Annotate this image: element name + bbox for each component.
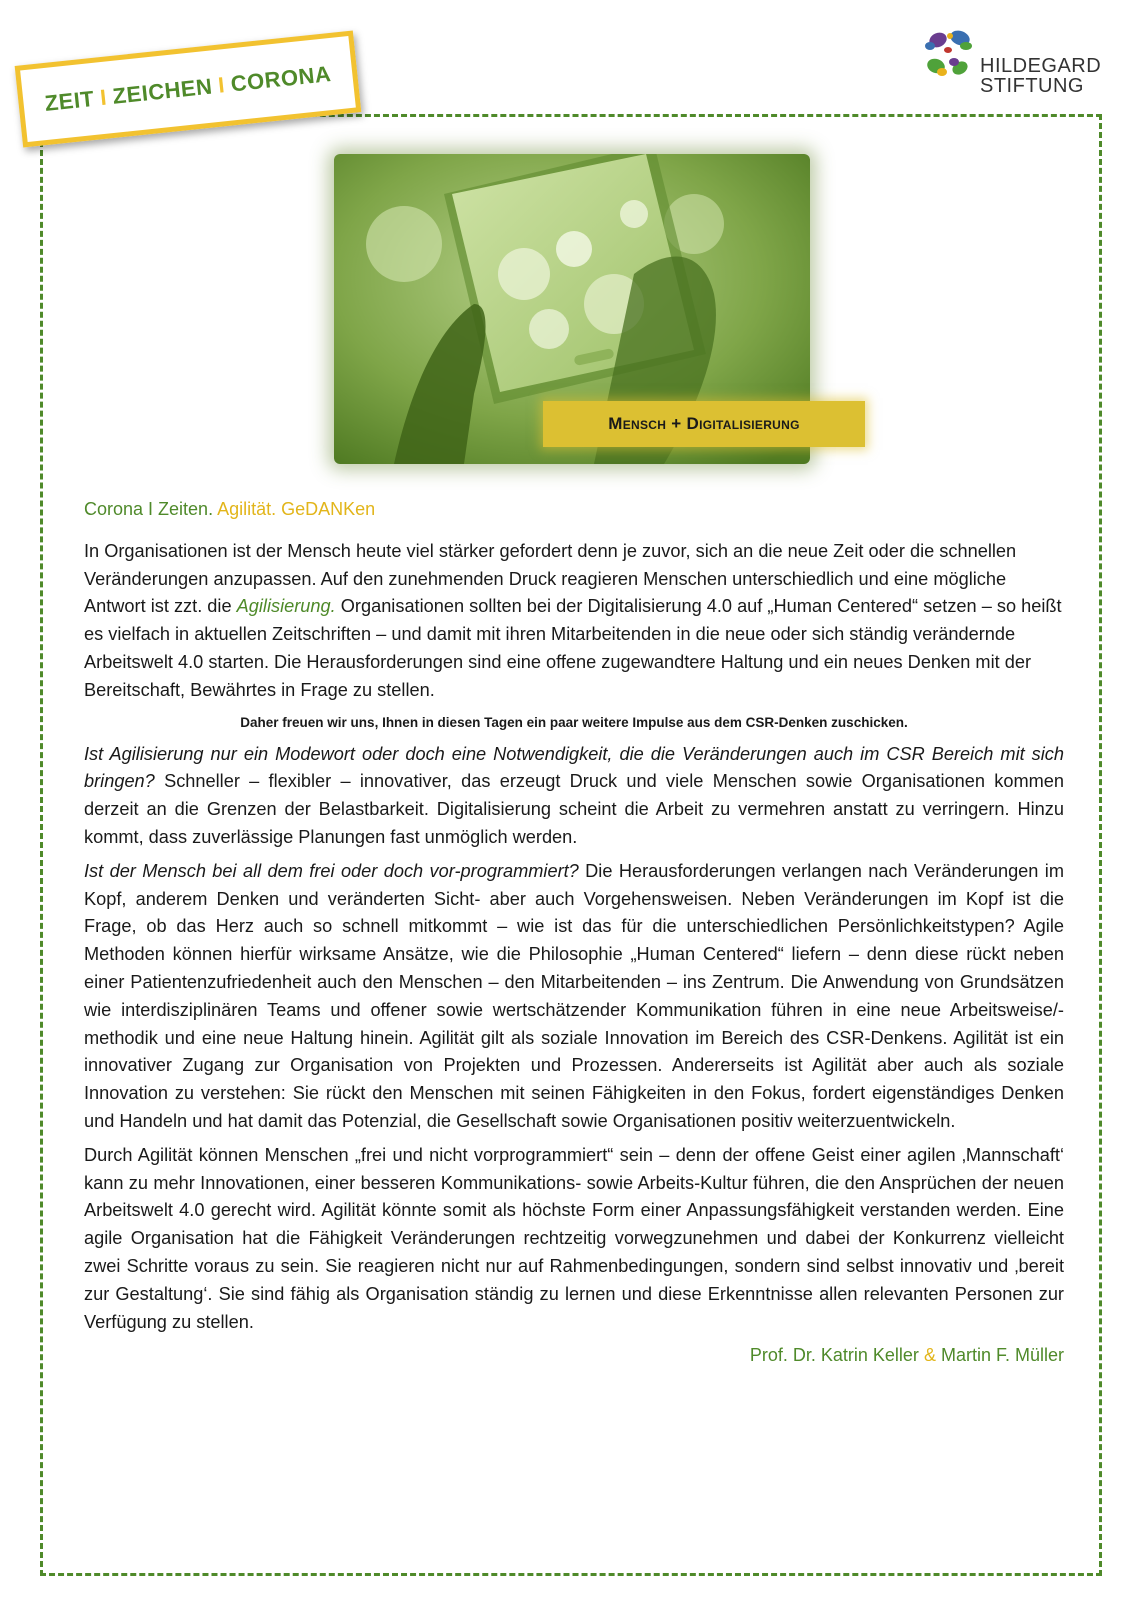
- question-agilisierung: Ist Agilisierung nur ein Modewort oder doch eine Notwendigkeit, die die Veränderungen auch im CSR Bereich mit sich bringen?: [84, 743, 1064, 792]
- intro-text-2: Organisationen sollten bei der Digitalisierung 4.0 auf „Human Centered“ setzen – so heißt es vielfach in aktuellen Zeitschriften – und damit mit ihren Mitarbeitenden in die neue oder sich ständig verändernde Arbeitswelt 4.0 starten. Die Herausforderungen sind eine offene zugewandtere Haltung und ein neues Denken mit der Bereitschaft, Bewährtes in Frage zu stellen.: [84, 596, 1062, 700]
- heading-part-gedanken: GeDANKen: [281, 499, 376, 519]
- hero-caption: Mensch + Digitalisierung: [543, 401, 865, 447]
- question-mensch: Ist der Mensch bei all dem frei oder doch vor-programmiert?: [84, 860, 579, 881]
- intro-text-1: In Organisationen ist der Mensch heute viel stärker gefordert denn je zuvor, sich an die neue Zeit oder die schnellen Veränderungen anzupassen. Auf den zunehmenden Druck reagieren Menschen unterschiedlich und eine mögliche Antwort ist zzt. die: [84, 540, 1017, 617]
- paragraph-agilitaet: Durch Agilität können Menschen „frei und nicht vorprogrammiert“ sein – denn der offene Geist einer agilen ‚Mannschaft‘ kann zu mehr Innovationen, einer besseren Kommunikations- sowie Arbeits-Kultur führen, die den Ansprüchen der neuen Arbeitswelt 4.0 gerecht wird. Agilität könnte somit als höchste Form einer Anpassungsfähigkeit verstanden werden. Eine agile Organisation hat die Fähigkeit Veränderungen rechtzeitig vorwegzunehmen und dabei der Konkurrenz vielleicht zwei Schritte voraus zu sein. Sie reagieren nicht nur auf Rahmenbedingungen, sondern sind selbst innovativ und ‚bereit zur Gestaltung‘. Sie sind fähig als Organisation ständig zu lernen und diese Erkenntnisse allen relevanten Personen zur Verfügung zu stellen.: [84, 1144, 1064, 1332]
- author-line: [84, 1342, 1064, 1370]
- banner-word-zeit: ZEIT: [43, 85, 96, 116]
- banner-separator: I: [216, 72, 227, 98]
- banner-word-corona: CORONA: [229, 61, 333, 97]
- author-mueller: Martin F. Müller: [940, 1345, 1064, 1366]
- banner-separator: I: [98, 84, 109, 111]
- impulse-note: Daher freuen wir uns, Ihnen in diesen Tagen ein paar weitere Impulse aus dem CSR-Denken zuschicken.: [240, 714, 908, 730]
- hildegard-stiftung-logo: [922, 22, 1122, 102]
- paragraph-mensch: [84, 858, 1064, 1136]
- heading-part-agilitaet: Agilität.: [217, 499, 277, 519]
- logo-line-hildegard: HILDEGARD: [980, 55, 1102, 77]
- heading-part-corona: Corona I Zeiten.: [84, 499, 214, 519]
- logo-line-stiftung: STIFTUNG: [980, 75, 1084, 97]
- banner-word-zeichen: ZEICHEN: [111, 73, 214, 109]
- author-ampersand: &: [923, 1345, 936, 1366]
- paragraph-agilisierung-text: Schneller – flexibler – innovativer, das erzeugt Druck und viele Menschen sowie Organisationen kommen derzeit an die Grenzen der Belastbarkeit. Digitalisierung scheint die Arbeit zu vermehren anstatt zu verringern. Hinzu kommt, dass zuverlässige Planungen fast unmöglich werden.: [84, 771, 1064, 847]
- paragraph-agilisierung: [84, 741, 1064, 852]
- article-body: [84, 496, 1064, 1370]
- series-banner-text: [44, 61, 333, 117]
- logo-wordmark: [980, 56, 1101, 96]
- intro-paragraph: [84, 538, 1064, 705]
- author-keller: Prof. Dr. Katrin Keller: [749, 1345, 919, 1366]
- paragraph-mensch-text: Die Herausforderungen verlangen nach Veränderungen im Kopf, anderem Denken und veränderten Sicht- aber auch Vorgehensweisen. Neben Veränderungen im Kopf ist die Frage, ob das Herz auch so schnell mitkommt – wie ist das für die unterschiedlichen Persönlichkeitstypen? Agile Methoden können hierfür wirksame Ansätze, wie die Philosophie „Human Centered“ liefern – denn diese rückt neben einer Patientenzufriedenheit auch den Menschen – den Mitarbeitenden – ins Zentrum. Die Anwendung von Grundsätzen wie interdisziplinären Teams und offener sowie wertschätzender Kommunikation führen in eine neue Arbeitsweise/-methodik und eine neue Haltung hinein. Agilität gilt als soziale Innovation im Bereich des CSR-Denkens. Agilität ist ein innovativer Zugang zur Organisation von Projekten und Prozessen. Andererseits ist Agilität aber auch als soziale Innovation zu verstehen: Sie rückt den Menschen mit seinen Fähigkeiten in den Fokus, fordert eigenständiges Denken und Handeln und hat damit das Potenzial, die Gesellschaft sowie Organisationen positiv weiterzuentwickeln.: [84, 860, 1064, 1131]
- article-heading: [84, 496, 1064, 524]
- intro-emphasis: Agilisierung.: [236, 596, 336, 617]
- butterfly-logo-icon: [922, 26, 986, 90]
